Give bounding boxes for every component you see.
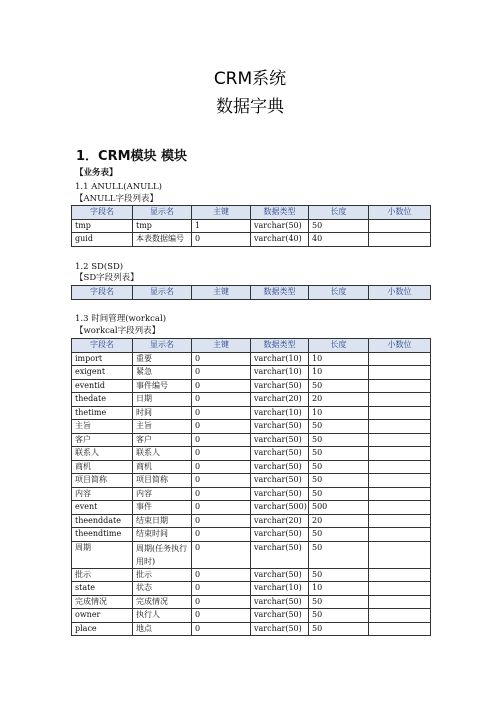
cell-length: 50 xyxy=(309,219,369,233)
cell-data-type: varchar(50) xyxy=(251,460,309,474)
cell-field-name: event xyxy=(72,501,133,515)
cell-field-name: 完成情况 xyxy=(72,595,133,609)
cell-data-type: varchar(10) xyxy=(251,352,309,366)
table-row xyxy=(72,487,431,501)
cell-display-name: 联系人 xyxy=(133,447,192,461)
table-row xyxy=(72,366,431,380)
cell-primary-key: 0 xyxy=(192,609,251,623)
cell-data-type: varchar(50) xyxy=(251,528,309,542)
anull-list-label: 【ANULL字段列表】 xyxy=(75,194,159,204)
cell-length: 50 xyxy=(309,609,369,623)
cell-primary-key: 0 xyxy=(192,447,251,461)
cell-primary-key: 0 xyxy=(192,420,251,434)
cell-display-name: 事件 xyxy=(133,501,192,515)
cell-data-type: varchar(40) xyxy=(251,233,309,247)
cell-length: 50 xyxy=(309,420,369,434)
cell-data-type: varchar(50) xyxy=(251,219,309,233)
table-row xyxy=(72,460,431,474)
cell-field-name: thetime xyxy=(72,406,133,420)
cell-length: 50 xyxy=(309,541,369,568)
cell-field-name: exigent xyxy=(72,366,133,380)
cell-field-name: theendtime xyxy=(72,528,133,542)
table-row xyxy=(72,233,431,247)
cell-primary-key: 0 xyxy=(192,487,251,501)
cell-length: 50 xyxy=(309,487,369,501)
cell-field-name: theenddate xyxy=(72,514,133,528)
cell-primary-key: 0 xyxy=(192,379,251,393)
cell-length: 50 xyxy=(309,474,369,488)
cell-field-name: 内容 xyxy=(72,487,133,501)
cell-display-name: 商机 xyxy=(133,460,192,474)
table-row xyxy=(72,514,431,528)
cell-primary-key: 0 xyxy=(192,501,251,515)
cell-display-name: 日期 xyxy=(133,393,192,407)
cell-data-type: varchar(50) xyxy=(251,487,309,501)
cell-data-type: varchar(10) xyxy=(251,582,309,596)
cell-primary-key: 0 xyxy=(192,433,251,447)
cell-primary-key: 1 xyxy=(192,219,251,233)
cell-data-type: varchar(50) xyxy=(251,420,309,434)
cell-decimals xyxy=(369,474,431,488)
workcal-heading: 1.3 时间管理(workcal) xyxy=(75,314,167,324)
cell-primary-key: 0 xyxy=(192,622,251,636)
cell-decimals xyxy=(369,420,431,434)
cell-length: 50 xyxy=(309,447,369,461)
column-header-primary-key: 主键 xyxy=(192,206,251,220)
cell-decimals xyxy=(369,406,431,420)
cell-data-type: varchar(50) xyxy=(251,595,309,609)
cell-field-name: guid xyxy=(72,233,133,247)
cell-length: 20 xyxy=(309,393,369,407)
cell-length: 20 xyxy=(309,514,369,528)
business-table-label: 【业务表】 xyxy=(75,168,118,178)
table-row xyxy=(72,501,431,515)
cell-data-type: varchar(20) xyxy=(251,393,309,407)
cell-field-name: tmp xyxy=(72,219,133,233)
cell-decimals xyxy=(369,487,431,501)
cell-field-name: 客户 xyxy=(72,433,133,447)
cell-data-type: varchar(500) xyxy=(251,501,309,515)
cell-decimals xyxy=(369,393,431,407)
cell-display-name: 地点 xyxy=(133,622,192,636)
section-heading: 1．CRM模块 模块 xyxy=(76,149,188,164)
cell-primary-key: 0 xyxy=(192,366,251,380)
table-row xyxy=(72,420,431,434)
column-header-primary-key: 主键 xyxy=(192,339,251,353)
table-row xyxy=(72,352,431,366)
doc-subtitle: 数据字典 xyxy=(216,97,284,117)
cell-field-name: 周期 xyxy=(72,541,133,568)
table-row xyxy=(72,433,431,447)
cell-length: 500 xyxy=(309,501,369,515)
cell-display-name: 项目简称 xyxy=(133,474,192,488)
cell-field-name: 联系人 xyxy=(72,447,133,461)
column-header-field-name: 字段名 xyxy=(72,339,133,353)
table-header-row xyxy=(72,206,431,220)
cell-data-type: varchar(50) xyxy=(251,447,309,461)
cell-display-name: 状态 xyxy=(133,582,192,596)
cell-data-type: varchar(10) xyxy=(251,366,309,380)
cell-decimals xyxy=(369,219,431,233)
cell-data-type: varchar(50) xyxy=(251,433,309,447)
cell-decimals xyxy=(369,622,431,636)
column-header-display-name: 显示名 xyxy=(133,286,192,300)
sd-list-label: 【SD字段列表】 xyxy=(75,273,139,283)
cell-display-name: 事件编号 xyxy=(133,379,192,393)
cell-field-name: 项目简称 xyxy=(72,474,133,488)
cell-length: 50 xyxy=(309,528,369,542)
cell-decimals xyxy=(369,514,431,528)
table-row xyxy=(72,474,431,488)
cell-decimals xyxy=(369,379,431,393)
cell-display-name: 完成情况 xyxy=(133,595,192,609)
cell-length: 10 xyxy=(309,582,369,596)
cell-field-name: 批示 xyxy=(72,568,133,582)
cell-field-name: import xyxy=(72,352,133,366)
table-row xyxy=(72,528,431,542)
cell-primary-key: 0 xyxy=(192,352,251,366)
cell-decimals xyxy=(369,352,431,366)
cell-data-type: varchar(50) xyxy=(251,622,309,636)
cell-display-name: 客户 xyxy=(133,433,192,447)
table-row xyxy=(72,406,431,420)
cell-display-name: 时间 xyxy=(133,406,192,420)
table-row xyxy=(72,447,431,461)
cell-display-name: 重要 xyxy=(133,352,192,366)
cell-decimals xyxy=(369,366,431,380)
cell-field-name: 主旨 xyxy=(72,420,133,434)
cell-decimals xyxy=(369,609,431,623)
cell-primary-key: 0 xyxy=(192,568,251,582)
column-header-data-type: 数据类型 xyxy=(251,286,309,300)
column-header-display-name: 显示名 xyxy=(133,206,192,220)
table-row xyxy=(72,379,431,393)
column-header-length: 长度 xyxy=(309,286,369,300)
column-header-data-type: 数据类型 xyxy=(251,339,309,353)
cell-length: 50 xyxy=(309,433,369,447)
sd-table xyxy=(71,285,431,300)
cell-primary-key: 0 xyxy=(192,406,251,420)
cell-display-name: 主旨 xyxy=(133,420,192,434)
cell-display-name: tmp xyxy=(133,219,192,233)
cell-primary-key: 0 xyxy=(192,541,251,568)
cell-data-type: varchar(50) xyxy=(251,568,309,582)
cell-length: 50 xyxy=(309,622,369,636)
table-header-row xyxy=(72,339,431,353)
cell-decimals xyxy=(369,233,431,247)
cell-field-name: place xyxy=(72,622,133,636)
cell-display-name: 本表数据编号 xyxy=(133,233,192,247)
column-header-field-name: 字段名 xyxy=(72,206,133,220)
cell-length: 50 xyxy=(309,379,369,393)
cell-display-name: 结束时间 xyxy=(133,528,192,542)
workcal-table xyxy=(71,338,431,636)
cell-field-name: state xyxy=(72,582,133,596)
cell-data-type: varchar(50) xyxy=(251,379,309,393)
cell-display-name: 结束日期 xyxy=(133,514,192,528)
cell-field-name: eventid xyxy=(72,379,133,393)
column-header-decimals: 小数位 xyxy=(369,206,431,220)
cell-primary-key: 0 xyxy=(192,474,251,488)
column-header-decimals: 小数位 xyxy=(369,286,431,300)
cell-decimals xyxy=(369,582,431,596)
cell-decimals xyxy=(369,433,431,447)
cell-data-type: varchar(50) xyxy=(251,474,309,488)
cell-primary-key: 0 xyxy=(192,528,251,542)
cell-length: 10 xyxy=(309,352,369,366)
cell-data-type: varchar(50) xyxy=(251,541,309,568)
doc-title: CRM系统 xyxy=(213,69,287,89)
table-row xyxy=(72,219,431,233)
cell-decimals xyxy=(369,460,431,474)
cell-primary-key: 0 xyxy=(192,233,251,247)
table-header-row xyxy=(72,286,431,300)
cell-length: 10 xyxy=(309,366,369,380)
cell-primary-key: 0 xyxy=(192,393,251,407)
cell-length: 40 xyxy=(309,233,369,247)
cell-primary-key: 0 xyxy=(192,582,251,596)
cell-length: 10 xyxy=(309,406,369,420)
cell-data-type: varchar(50) xyxy=(251,609,309,623)
cell-display-name: 紧急 xyxy=(133,366,192,380)
cell-data-type: varchar(20) xyxy=(251,514,309,528)
cell-decimals xyxy=(369,595,431,609)
cell-field-name: owner xyxy=(72,609,133,623)
cell-length: 50 xyxy=(309,595,369,609)
column-header-length: 长度 xyxy=(309,206,369,220)
cell-display-name: 内容 xyxy=(133,487,192,501)
cell-primary-key: 0 xyxy=(192,514,251,528)
table-row xyxy=(72,568,431,582)
cell-decimals xyxy=(369,541,431,568)
cell-field-name: thedate xyxy=(72,393,133,407)
table-row xyxy=(72,393,431,407)
column-header-length: 长度 xyxy=(309,339,369,353)
anull-table xyxy=(71,205,431,247)
table-row xyxy=(72,582,431,596)
table-row xyxy=(72,595,431,609)
workcal-list-label: 【workcal字段列表】 xyxy=(75,326,161,336)
table-row xyxy=(72,609,431,623)
cell-field-name: 商机 xyxy=(72,460,133,474)
cell-decimals xyxy=(369,447,431,461)
cell-display-name: 执行人 xyxy=(133,609,192,623)
column-header-primary-key: 主键 xyxy=(192,286,251,300)
cell-display-name: 批示 xyxy=(133,568,192,582)
cell-decimals xyxy=(369,528,431,542)
table-row xyxy=(72,622,431,636)
cell-decimals xyxy=(369,501,431,515)
cell-length: 50 xyxy=(309,568,369,582)
cell-decimals xyxy=(369,568,431,582)
cell-display-name: 周期(任务执行用时) xyxy=(133,541,192,568)
column-header-data-type: 数据类型 xyxy=(251,206,309,220)
cell-primary-key: 0 xyxy=(192,595,251,609)
table-row xyxy=(72,541,431,568)
cell-length: 50 xyxy=(309,460,369,474)
cell-primary-key: 0 xyxy=(192,460,251,474)
column-header-field-name: 字段名 xyxy=(72,286,133,300)
sd-heading: 1.2 SD(SD) xyxy=(75,262,124,272)
cell-data-type: varchar(10) xyxy=(251,406,309,420)
column-header-display-name: 显示名 xyxy=(133,339,192,353)
anull-heading: 1.1 ANULL(ANULL) xyxy=(75,182,162,192)
column-header-decimals: 小数位 xyxy=(369,339,431,353)
